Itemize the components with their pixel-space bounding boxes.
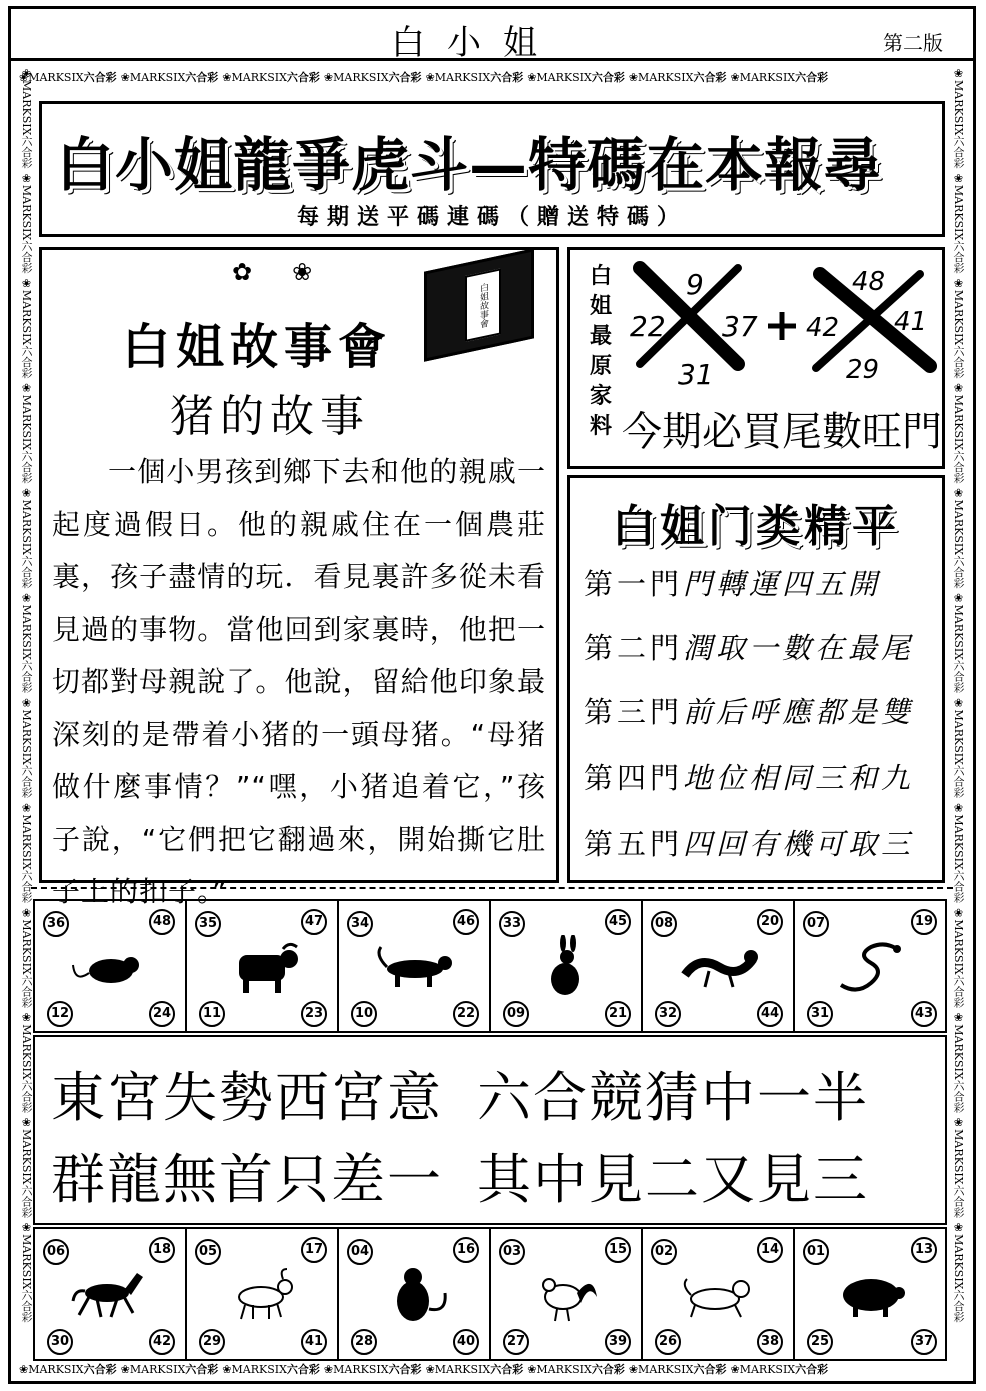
watermark-text: ❀MARKSIX六合彩 (730, 71, 829, 84)
number-ball: 47 (301, 909, 327, 935)
zodiac-cell (35, 1229, 187, 1359)
number-ball: 24 (149, 1001, 175, 1027)
watermark-text: ❀MARKSIX六合彩 ❀MARKSIX六合彩 ❀MARKSIX六合彩 ❀MARKSIX六合彩 ❀MARKSIX六合彩 ❀MARKSIX六合彩 ❀MARKSIX六合彩 ❀MARKSIX六合彩 ❀MARKSIX六合彩 ❀MARKSIX六合彩 ❀MARKSIX六合彩 ❀MARKSIX六合彩 (952, 67, 965, 1323)
horse-icon (71, 1263, 151, 1327)
number-ball: 01 (803, 1239, 829, 1265)
number-ball: 09 (503, 1001, 529, 1027)
divider (31, 887, 953, 895)
zodiac-cell (795, 901, 947, 1031)
poem-block (33, 1035, 947, 1225)
watermark-text: ❀MARKSIX六合彩 (120, 71, 219, 84)
number-ball: 23 (301, 1001, 327, 1027)
zodiac-cell (187, 901, 339, 1031)
monkey-icon (375, 1263, 455, 1327)
number-ball: 06 (43, 1239, 69, 1265)
watermark-text: ❀MARKSIX六合彩 (425, 71, 524, 84)
dog-icon (679, 1263, 759, 1327)
number-ball: 39 (605, 1329, 631, 1355)
zodiac-cell (643, 1229, 795, 1359)
banner (39, 101, 945, 237)
number-ball: 21 (605, 1001, 631, 1027)
page-title: 白小姐 (391, 23, 559, 63)
zodiac-cell (35, 901, 187, 1031)
snake-icon (831, 935, 911, 999)
story-body: 一個小男孩到鄉下去和他的親戚一起度過假日。他的親戚住在一個農莊裏，孩子盡情的玩．看見裏許多從未看見過的事物。當他回到家裏時，他把一切都對母親說了。他說，留給他印象最深刻的是帶着小猪的一頭母猪。“母猪做什麼事情？”“嘿，小猪追着它，”孩子說，“它們把它翻過來，開始撕它肚子上的扣子。” (52, 455, 546, 908)
watermark-text: ❀MARKSIX六合彩 (323, 1363, 422, 1376)
number-cross-diagram (620, 256, 940, 398)
zodiac-cell (795, 1229, 947, 1359)
watermark-text: ❀MARKSIX六合彩 (628, 71, 727, 84)
zodiac-row-bottom (33, 1227, 947, 1361)
watermark-strip-top (19, 67, 965, 89)
number-ball: 13 (911, 1237, 937, 1263)
doors-box (567, 475, 945, 883)
goat-icon (223, 1263, 303, 1327)
watermark-text: ❀MARKSIX六合彩 ❀MARKSIX六合彩 ❀MARKSIX六合彩 ❀MARKSIX六合彩 ❀MARKSIX六合彩 ❀MARKSIX六合彩 ❀MARKSIX六合彩 ❀MARKSIX六合彩 ❀MARKSIX六合彩 ❀MARKSIX六合彩 ❀MARKSIX六合彩 ❀MARKSIX六合彩 (20, 67, 33, 1323)
num-left-bottom: 31 (678, 358, 714, 391)
num-right-top: 48 (852, 267, 886, 297)
door-row: 第三門前后呼應都是雙 (584, 695, 915, 729)
number-ball: 08 (651, 911, 677, 937)
num-right-bottom: 29 (846, 355, 880, 385)
banner-headline: 白小姐龍爭虎斗—特碼在本報尋 (56, 131, 883, 199)
tiger-icon (375, 935, 455, 999)
number-ball: 35 (195, 911, 221, 937)
number-ball: 28 (351, 1329, 377, 1355)
book-icon (424, 248, 534, 361)
door-row: 第五門四回有機可取三 (584, 827, 915, 861)
door-row: 第四門地位相同三和九 (584, 761, 915, 795)
number-ball: 10 (351, 1001, 377, 1027)
data-box-label: 白姐最原家料 (589, 264, 612, 439)
number-ball: 02 (651, 1239, 677, 1265)
watermark-text: ❀MARKSIX六合彩 (120, 1363, 219, 1376)
number-ball: 03 (499, 1239, 525, 1265)
zodiac-row-top (33, 899, 947, 1033)
book-title: 白姐故事會 (465, 268, 501, 342)
zodiac-cell (643, 901, 795, 1031)
number-ball: 37 (911, 1329, 937, 1355)
number-ball: 29 (199, 1329, 225, 1355)
number-ball: 07 (803, 911, 829, 937)
poem-line-1: 東宮失勢西宮意 六合競猜中一半 (51, 1066, 869, 1129)
watermark-text: ❀MARKSIX六合彩 (527, 1363, 625, 1376)
number-ball: 16 (453, 1237, 479, 1263)
watermark-text: ❀MARKSIX六合彩 (222, 1363, 320, 1376)
zodiac-cell (491, 901, 643, 1031)
zodiac-cell (491, 1229, 643, 1359)
num-right-left: 42 (806, 313, 840, 343)
watermark-text: ❀MARKSIX六合彩 (19, 71, 117, 84)
story-column-label: 白姐故事會 (122, 319, 393, 375)
number-ball: 14 (757, 1237, 783, 1263)
number-ball: 40 (453, 1329, 479, 1355)
page-header (11, 9, 973, 61)
watermark-text: ❀MARKSIX六合彩 (222, 71, 320, 84)
poem-line-2: 群龍無首只差一 其中見二又見三 (51, 1148, 869, 1211)
watermark-strip-bottom (19, 1359, 965, 1381)
number-ball: 11 (199, 1001, 225, 1027)
watermark-text: ❀MARKSIX六合彩 (323, 71, 422, 84)
edition-label: 第二版 (883, 31, 943, 55)
num-left-top: 9 (686, 268, 704, 301)
story-title: 猪的故事 (170, 391, 370, 442)
number-ball: 36 (43, 911, 69, 937)
story-section (39, 247, 559, 908)
ox-icon (223, 935, 303, 999)
flower-icon: ✿❀ (232, 258, 353, 286)
number-ball: 48 (149, 909, 175, 935)
num-left-left: 22 (630, 310, 666, 343)
zodiac-cell (339, 901, 491, 1031)
pig-icon (831, 1263, 911, 1327)
number-ball: 25 (807, 1329, 833, 1355)
watermark-text: ❀MARKSIX六合彩 (19, 1363, 117, 1376)
number-ball: 15 (605, 1237, 631, 1263)
number-ball: 42 (149, 1329, 175, 1355)
watermark-text: ❀MARKSIX六合彩 (628, 1363, 727, 1376)
number-ball: 43 (911, 1001, 937, 1027)
number-ball: 38 (757, 1329, 783, 1355)
number-ball: 46 (453, 909, 479, 935)
watermark-strip-right (947, 67, 969, 1357)
number-ball: 04 (347, 1239, 373, 1265)
number-ball: 32 (655, 1001, 681, 1027)
door-row: 第一門門轉運四五開 (584, 567, 882, 601)
number-ball: 44 (757, 1001, 783, 1027)
num-left-right: 37 (722, 310, 758, 343)
door-row: 第二門潤取一數在最尾 (584, 631, 915, 665)
number-ball: 33 (499, 911, 525, 937)
number-ball: 18 (149, 1237, 175, 1263)
number-ball: 41 (301, 1329, 327, 1355)
data-box-slogan: 今期必買尾數旺門 (622, 409, 942, 455)
zodiac-cell (187, 1229, 339, 1359)
number-ball: 19 (911, 909, 937, 935)
zodiac-cell (339, 1229, 491, 1359)
newspaper-page (8, 6, 976, 1384)
watermark-text: ❀MARKSIX六合彩 (527, 71, 625, 84)
doors-title: 白姐门类精平 (612, 501, 900, 552)
watermark-text: ❀MARKSIX六合彩 (730, 1363, 829, 1376)
number-ball: 17 (301, 1237, 327, 1263)
watermark-text: ❀MARKSIX六合彩 (425, 1363, 524, 1376)
number-ball: 31 (807, 1001, 833, 1027)
number-ball: 45 (605, 909, 631, 935)
data-box (567, 247, 945, 469)
number-ball: 12 (47, 1001, 73, 1027)
rat-icon (71, 935, 151, 999)
num-right-right: 41 (894, 307, 928, 337)
rooster-icon (527, 1263, 607, 1327)
number-ball: 20 (757, 909, 783, 935)
dragon-icon (679, 935, 759, 999)
number-ball: 26 (655, 1329, 681, 1355)
number-ball: 34 (347, 911, 373, 937)
number-ball: 05 (195, 1239, 221, 1265)
number-ball: 27 (503, 1329, 529, 1355)
banner-subline: 每期送平碼連碼（贈送特碼） (296, 205, 687, 230)
number-ball: 30 (47, 1329, 73, 1355)
rabbit-icon (527, 935, 607, 999)
number-ball: 22 (453, 1001, 479, 1027)
